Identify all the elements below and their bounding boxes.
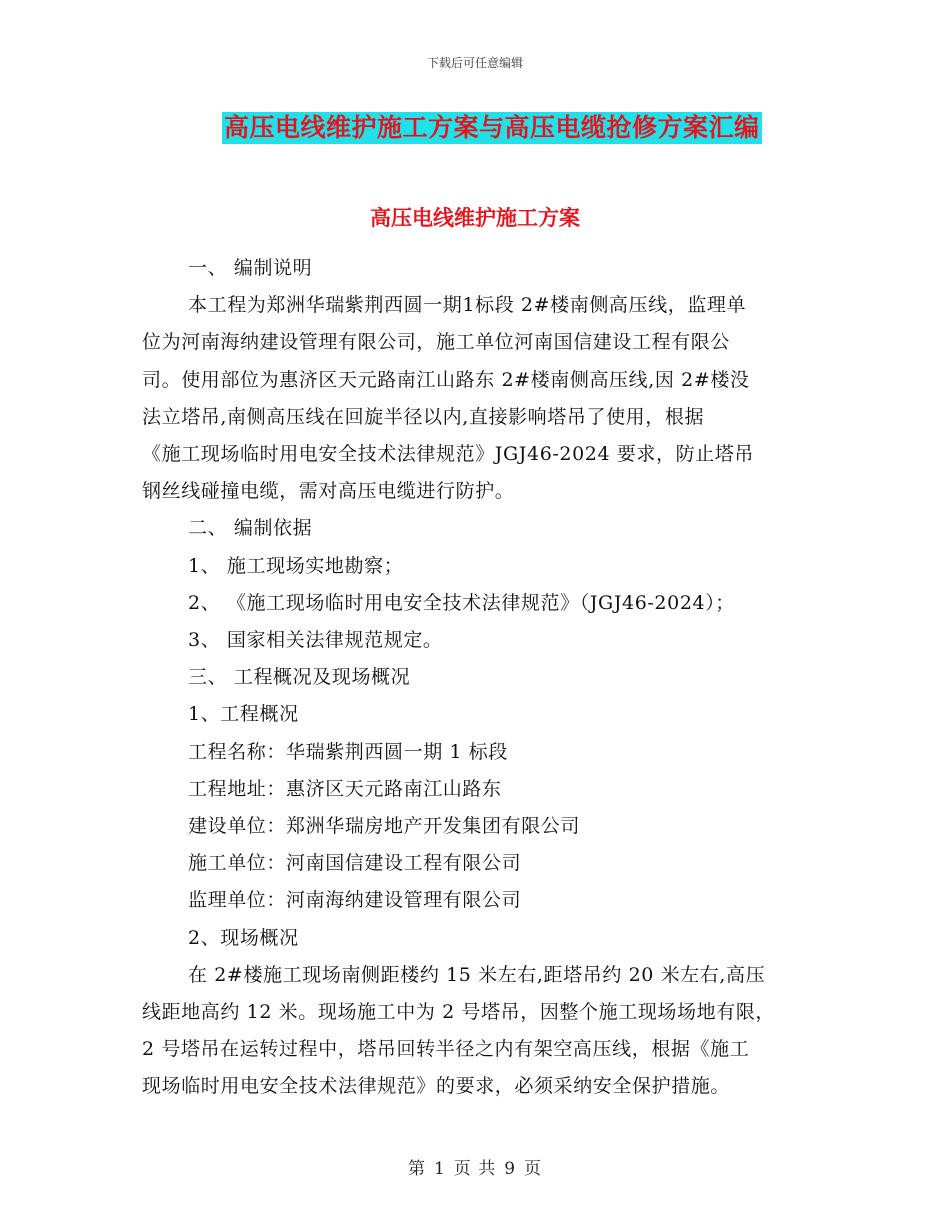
body-line: 《施工现场临时用电安全技术法律规范》JGJ46-2024 要求，防止塔吊 — [142, 443, 755, 466]
body-line: 现场临时用电安全技术法律规范》的要求，必须采纳安全保护措施。 — [142, 1075, 731, 1098]
body-line: 本工程为郑洲华瑞紫荆西圆一期1标段 2#楼南侧高压线，监理单 — [188, 294, 747, 317]
body-line: 法立塔吊,南侧高压线在回旋半径以内,直接影响塔吊了使用，根据 — [142, 405, 705, 428]
body-line: 一、 编制说明 — [188, 257, 313, 279]
main-title: 高压电线维护施工方案与高压电缆抢修方案汇编 — [224, 113, 760, 142]
body-line: 3、 国家相关法律规范规定。 — [188, 629, 443, 652]
body-line: 三、 工程概况及现场概况 — [188, 666, 411, 689]
body-line: 监理单位：河南海纳建设管理有限公司 — [188, 889, 522, 912]
page-footer — [0, 1154, 950, 1179]
header-note: 下载后可任意编辑 — [426, 56, 523, 70]
footer-page-number: 1 — [433, 1159, 446, 1179]
footer-mid: 页 共 — [453, 1159, 497, 1179]
document-body — [142, 250, 812, 1106]
body-line: 1、 施工现场实地勘察； — [188, 554, 404, 577]
body-line: 在 2#楼施工现场南侧距楼约 15 米左右,距塔吊约 20 米左右,高压 — [188, 963, 766, 986]
footer-suffix: 页 — [524, 1159, 543, 1179]
body-line: 线距地高约 12 米。现场施工中为 2 号塔吊，因整个施工现场场地有限， — [142, 1001, 776, 1024]
body-line: 2、 《施工现场临时用电安全技术法律规范》（JGJ46-2024）； — [188, 591, 735, 614]
body-line: 2、现场概况 — [188, 926, 299, 949]
body-line: 建设单位：郑洲华瑞房地产开发集团有限公司 — [188, 815, 581, 838]
body-line: 司。使用部位为惠济区天元路南江山路东 2#楼南侧高压线,因 2#楼没 — [142, 368, 750, 391]
body-line: 钢丝线碰撞电缆，需对高压电缆进行防护。 — [142, 480, 515, 503]
body-line: 位为河南海纳建设管理有限公司，施工单位河南国信建设工程有限公 — [142, 331, 731, 354]
body-line: 工程地址：惠济区天元路南江山路东 — [188, 777, 502, 800]
sub-title: 高压电线维护施工方案 — [370, 205, 580, 230]
body-line: 二、 编制依据 — [188, 517, 313, 540]
body-line: 工程名称：华瑞紫荆西圆一期 1 标段 — [188, 740, 508, 763]
footer-prefix: 第 — [407, 1159, 426, 1179]
body-line: 施工单位：河南国信建设工程有限公司 — [188, 852, 522, 875]
body-line: 1、工程概况 — [188, 703, 299, 726]
footer-total-pages: 9 — [504, 1159, 517, 1179]
body-line: 2 号塔吊在运转过程中，塔吊回转半径之内有架空高压线，根据《施工 — [142, 1038, 750, 1061]
